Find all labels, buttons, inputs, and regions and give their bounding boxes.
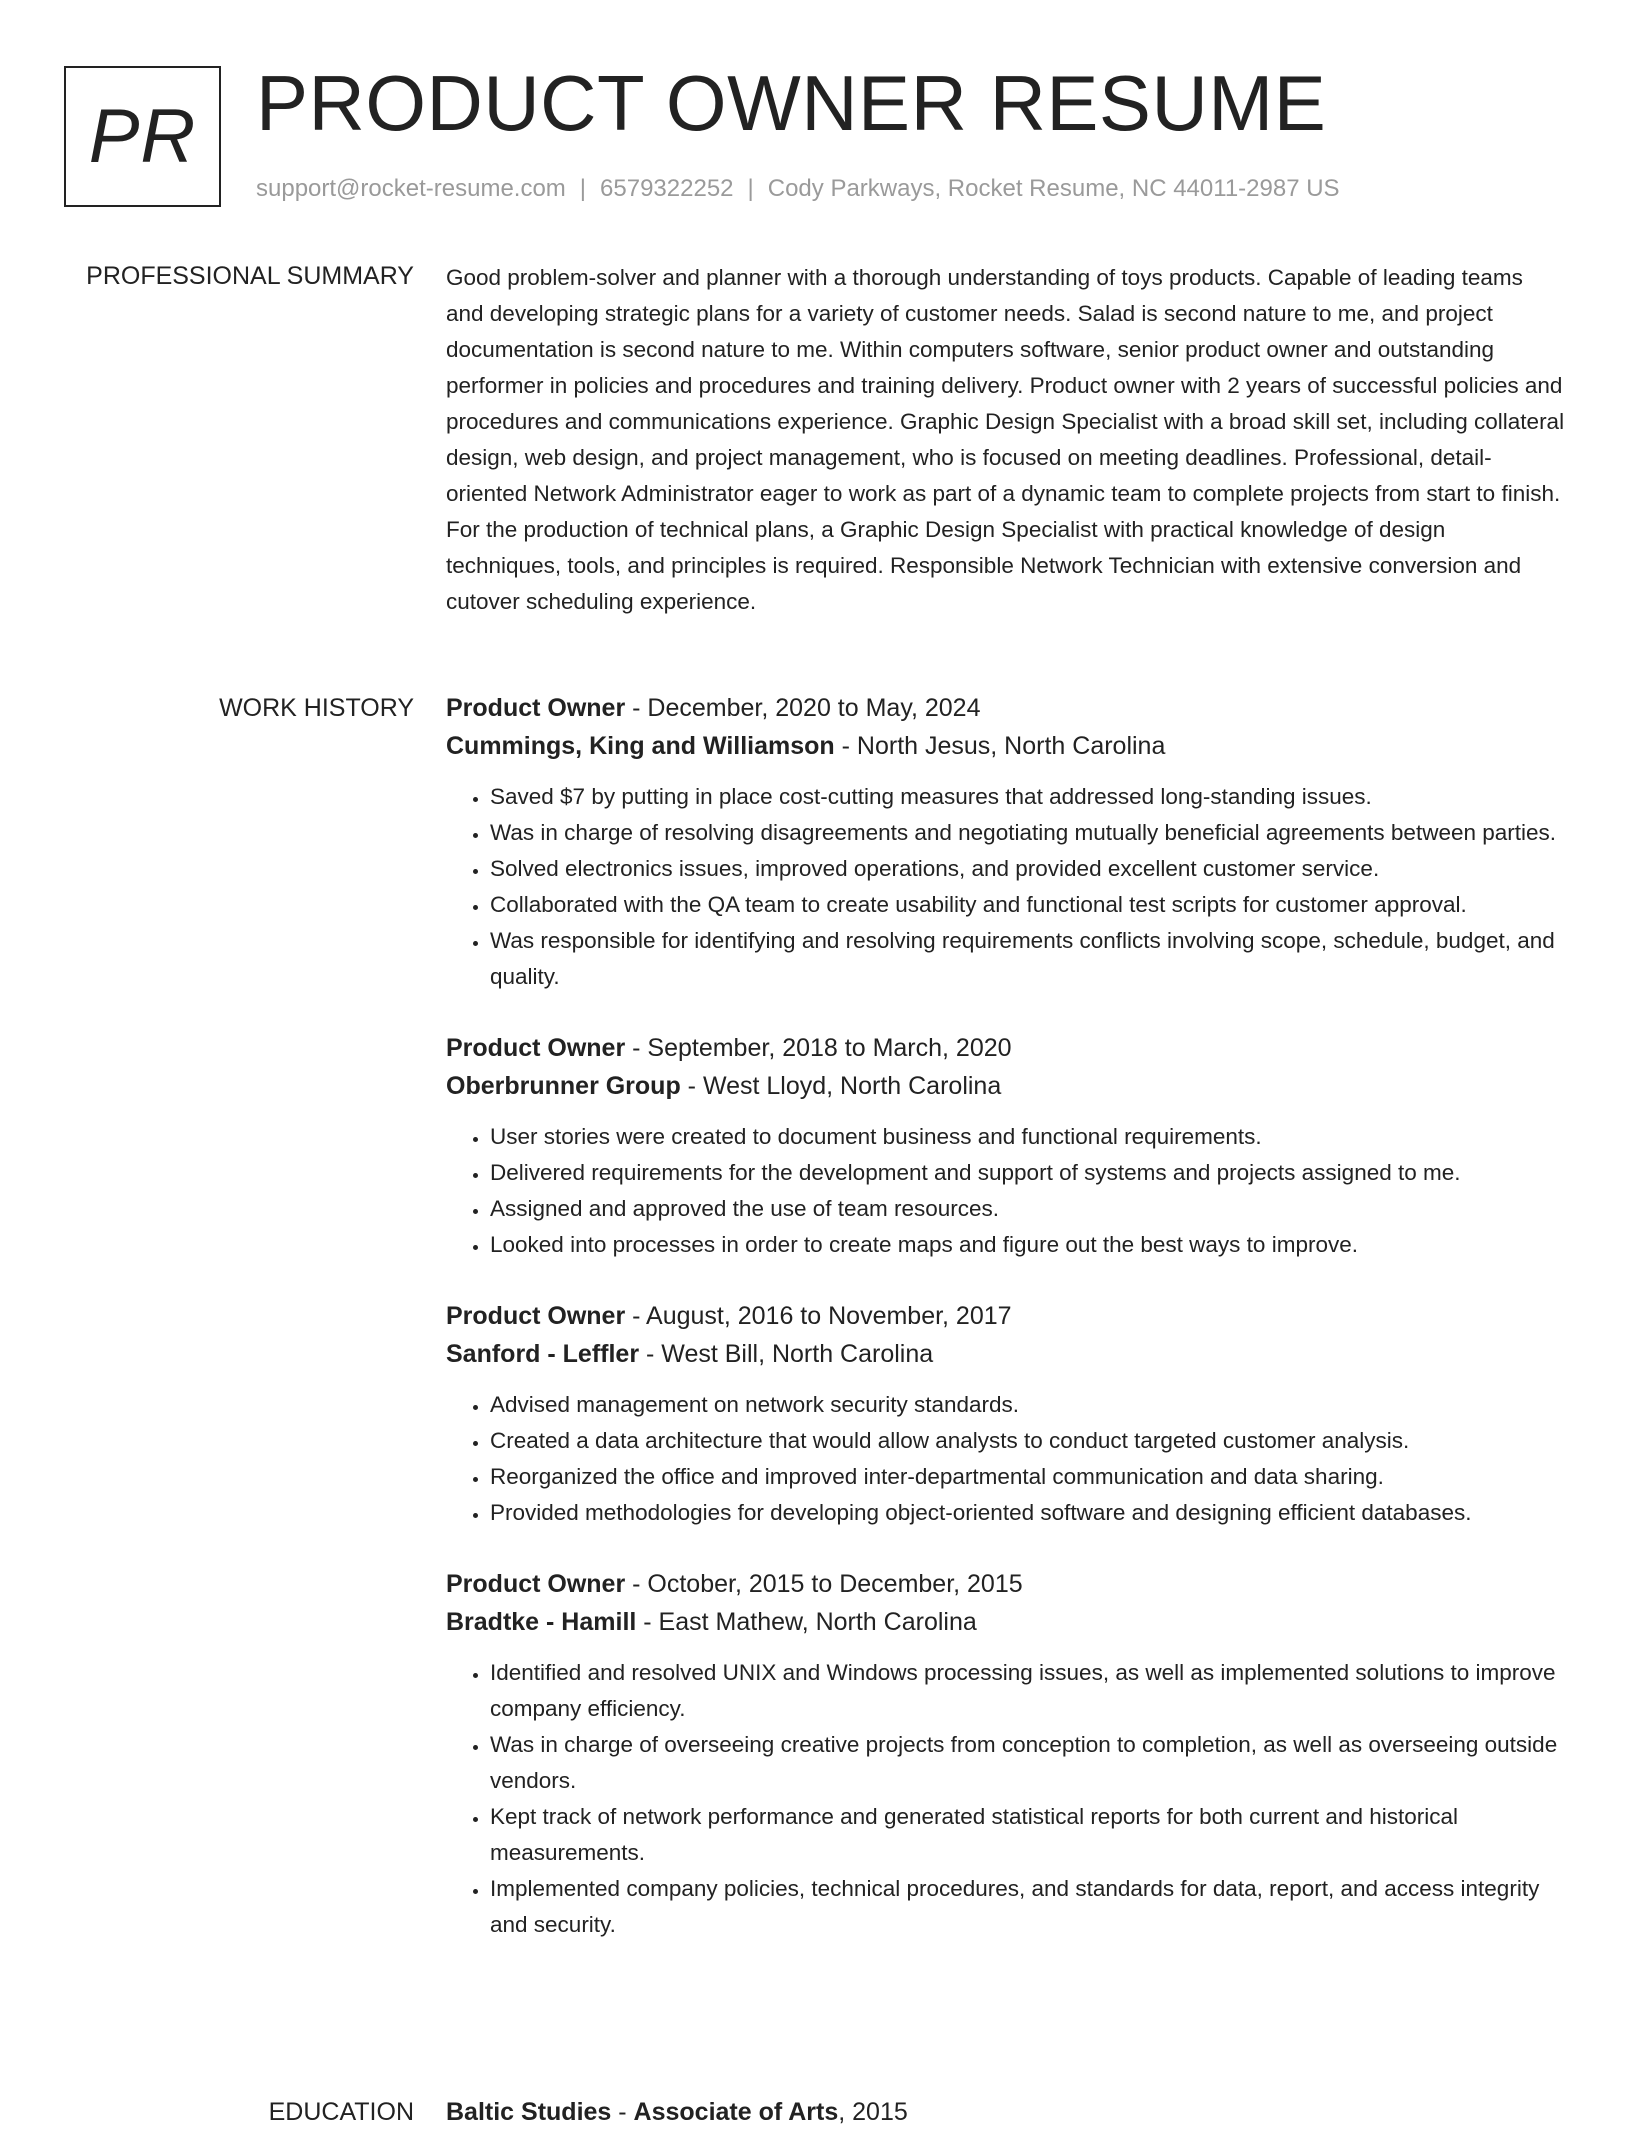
job-company-line [446,1603,1566,1641]
job-bullet: • Was in charge of resolving disagreements and negotiating mutually beneficial agreements between parties. [490,815,1566,851]
job-company-line [446,1067,1566,1105]
job-dates: - September, 2018 to March, 2020 [625,1034,1012,1062]
job-bullet: • Created a data architecture that would allow analysts to conduct targeted customer analysis. [490,1423,1566,1459]
job-bullet: • User stories were created to document business and functional requirements. [490,1119,1566,1155]
resume-title: PRODUCT OWNER RESUME [256,59,1327,147]
job-company-line [446,1335,1566,1373]
contact-separator: | [579,175,587,202]
job-location: - West Bill, North Carolina [639,1340,934,1368]
contact-line [256,175,1340,203]
job-bullets [446,1655,1566,1943]
job-role: Product Owner [446,1302,626,1330]
job-entry [446,1565,1566,1943]
education-section [446,2093,1566,2131]
job-dates: - December, 2020 to May, 2024 [625,694,981,722]
job-bullet: • Implemented company policies, technical procedures, and standards for data, report, and access integrity and security. [490,1871,1566,1943]
job-bullet: • Delivered requirements for the development and support of systems and projects assigned to me. [490,1155,1566,1191]
job-entry [446,1029,1566,1263]
job-bullets [446,1119,1566,1263]
contact-address: Cody Parkways, Rocket Resume, NC 44011-2987 US [767,175,1340,202]
job-bullet: • Was responsible for identifying and resolving requirements conflicts involving scope, schedule, budget, and quality. [490,923,1566,995]
job-company-line [446,727,1566,765]
contact-phone[interactable]: 6579322252 [600,175,734,202]
contact-separator: | [747,175,754,202]
job-title-line [446,689,1566,727]
job-bullets [446,779,1566,995]
summary-label: PROFESSIONAL SUMMARY [86,262,414,290]
job-entry [446,1297,1566,1531]
job-company: Oberbrunner Group [446,1072,681,1100]
job-company: Bradtke - Hamill [446,1608,637,1636]
job-company: Cummings, King and Williamson [446,732,835,760]
job-bullet: • Identified and resolved UNIX and Windows processing issues, as well as implemented solutions to improve company efficiency. [490,1655,1566,1727]
summary-section [446,260,1566,620]
work-history-label: WORK HISTORY [219,694,414,722]
job-role: Product Owner [446,1034,626,1062]
job-bullet: • Saved $7 by putting in place cost-cutting measures that addressed long-standing issues. [490,779,1566,815]
work-history-section [446,689,1566,1977]
job-bullet: • Provided methodologies for developing object-oriented software and designing efficient databases. [490,1495,1566,1531]
summary-text: Good problem-solver and planner with a thorough understanding of toys products. Capable of leading teams and developing strategic plans for a variety of customer needs. Salad is second nature to me, and project documentation is second nature to me. Within computers software, senior product owner and outstanding performer in policies and procedures and training delivery. Product owner with 2 years of successful policies and procedures and communications experience. Graphic Design Specialist with a broad skill set, including collateral design, web design, and project management, who is focused on meeting deadlines. Professional, detail-oriented Network Administrator eager to work as part of a dynamic team to complete projects from start to finish. For the production of technical plans, a Graphic Design Specialist with practical knowledge of design techniques, tools, and principles is required. Responsible Network Technician with extensive conversion and cutover scheduling experience. [446,265,1565,614]
job-title-line [446,1297,1566,1335]
education-degree: Associate of Arts [633,2098,839,2126]
education-line: Baltic Studies - Associate of Arts, 2015 [446,2098,908,2126]
job-bullets [446,1387,1566,1531]
job-bullet: • Advised management on network security standards. [490,1387,1566,1423]
job-bullet: • Solved electronics issues, improved operations, and provided excellent customer service. [490,851,1566,887]
job-location: - East Mathew, North Carolina [636,1608,977,1636]
job-location: - West Lloyd, North Carolina [680,1072,1002,1100]
job-title-line [446,1565,1566,1603]
contact-email[interactable]: support@rocket-resume.com [256,175,566,202]
job-company: Sanford - Leffler [446,1340,640,1368]
job-bullet: • Kept track of network performance and generated statistical reports for both current and historical measurements. [490,1799,1566,1871]
job-dates: - August, 2016 to November, 2017 [625,1302,1012,1330]
job-bullet: • Looked into processes in order to create maps and figure out the best ways to improve. [490,1227,1566,1263]
job-bullet: • Was in charge of overseeing creative projects from conception to completion, as well as overseeing outside vendors. [490,1727,1566,1799]
job-bullet: • Reorganized the office and improved inter-departmental communication and data sharing. [490,1459,1566,1495]
job-bullet: • Collaborated with the QA team to create usability and functional test scripts for customer approval. [490,887,1566,923]
monogram-logo: PR [64,66,221,207]
job-title-line [446,1029,1566,1067]
education-year: 2015 [852,2098,908,2126]
job-location: - North Jesus, North Carolina [834,732,1166,760]
education-school: Baltic Studies [446,2098,612,2126]
job-dates: - October, 2015 to December, 2015 [625,1570,1023,1598]
education-label: EDUCATION [268,2098,414,2126]
job-entry [446,689,1566,995]
job-bullet: • Assigned and approved the use of team resources. [490,1191,1566,1227]
job-role: Product Owner [446,694,626,722]
job-role: Product Owner [446,1570,626,1598]
